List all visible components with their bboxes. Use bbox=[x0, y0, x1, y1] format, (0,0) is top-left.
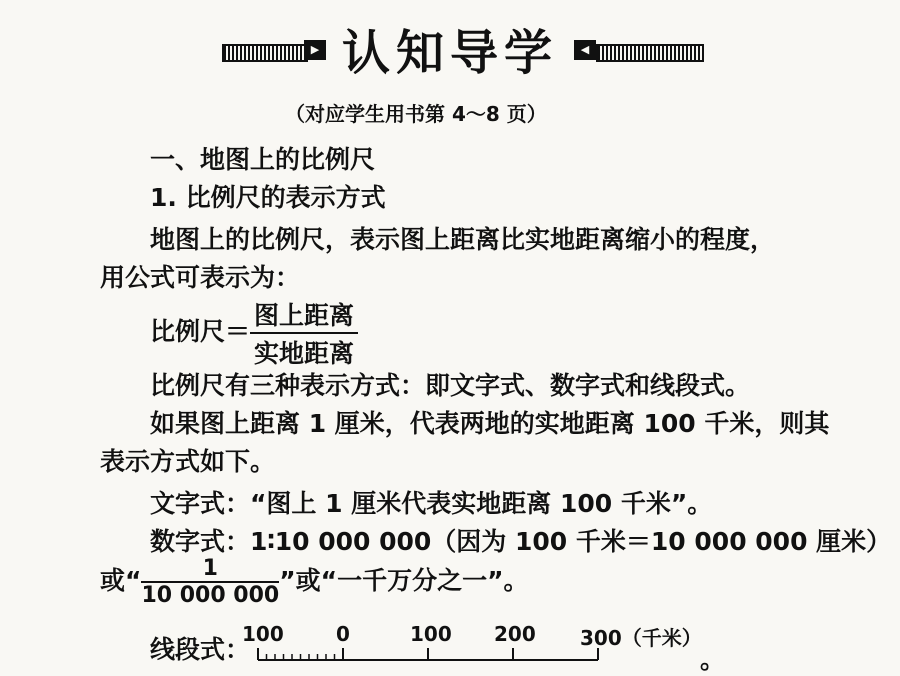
subheading: 1. 比例尺的表示方式 bbox=[150, 183, 386, 212]
paragraph-1-line-2: 用公式可表示为： bbox=[100, 263, 301, 292]
play-right-icon: ▶ bbox=[304, 40, 326, 60]
formula-denominator: 实地距离 bbox=[254, 339, 355, 368]
page-title: 认知导学 bbox=[341, 25, 558, 81]
ratio-numerator: 1 bbox=[141, 556, 279, 583]
paragraph-2: 比例尺有三种表示方式：即文字式、数字式和线段式。 bbox=[150, 371, 751, 400]
scale-tick-label: 100 bbox=[242, 622, 284, 646]
text-form: 文字式：“图上 1 厘米代表实地距离 100 千米”。 bbox=[150, 489, 713, 518]
scale-tick-label: 100 bbox=[410, 622, 452, 646]
scale-tick-label: 0 bbox=[336, 622, 350, 646]
or-prefix: 或“ bbox=[100, 566, 142, 595]
line-form-label: 线段式： bbox=[150, 635, 251, 664]
or-suffix: ”或“一千万分之一”。 bbox=[279, 566, 529, 595]
play-left-icon: ◀ bbox=[574, 40, 596, 60]
scale-tick-label: 300（千米） bbox=[580, 626, 702, 650]
paragraph-3-line-2: 表示方式如下。 bbox=[100, 447, 276, 476]
scale-tick-label: 200 bbox=[494, 622, 536, 646]
formula-lhs: 比例尺＝ bbox=[150, 317, 251, 346]
paragraph-3-line-1: 如果图上距离 1 厘米，代表两地的实地距离 100 千米，则其 bbox=[150, 409, 830, 438]
line-form-end: 。 bbox=[700, 645, 726, 674]
numeric-form: 数字式：1∶10 000 000（因为 100 千米＝10 000 000 厘米） bbox=[150, 527, 892, 556]
paragraph-1-line-1: 地图上的比例尺，表示图上距离比实地距离缩小的程度， bbox=[150, 225, 776, 254]
page-reference: （对应学生用书第 4～8 页） bbox=[285, 102, 547, 126]
formula-numerator: 图上距离 bbox=[250, 296, 358, 334]
ratio-denominator: 10 000 000 bbox=[141, 583, 280, 608]
section-heading: 一、地图上的比例尺 bbox=[150, 145, 376, 174]
